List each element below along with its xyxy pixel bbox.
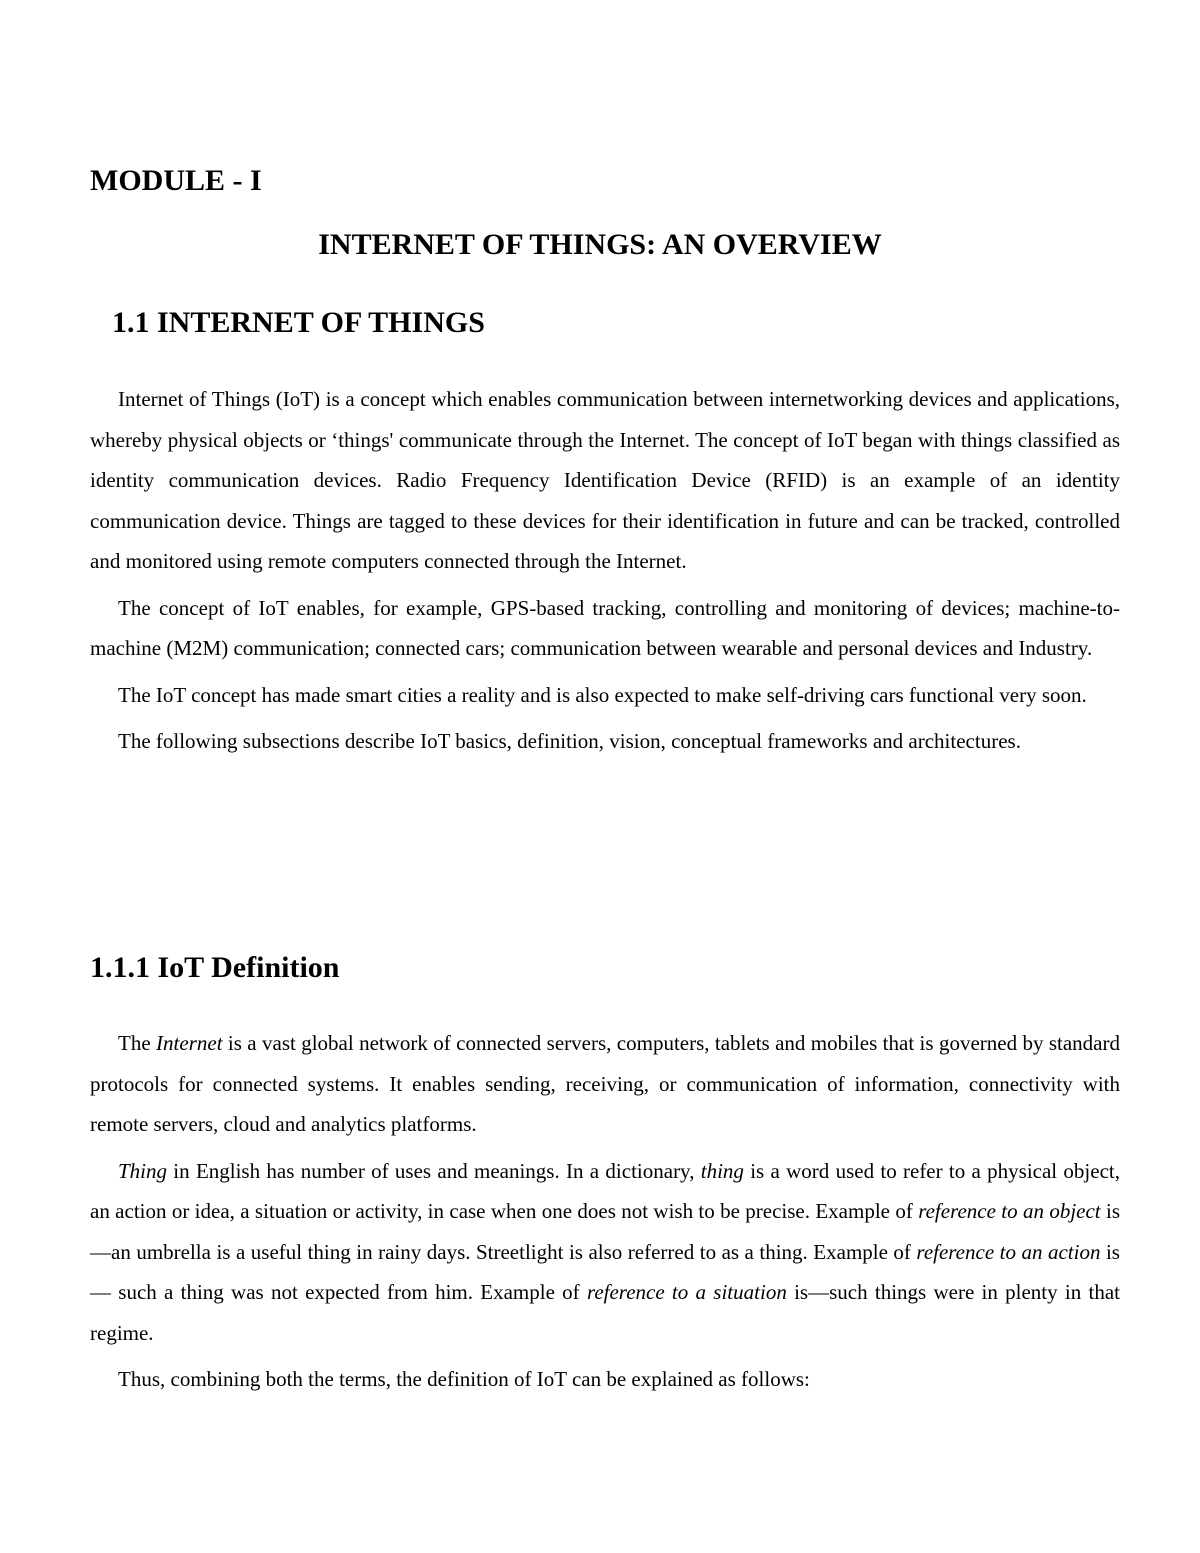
italic-term: reference to a situation: [586, 1280, 787, 1304]
italic-term: Internet: [156, 1031, 223, 1055]
paragraph: [90, 1151, 1120, 1354]
chapter-title: INTERNET OF THINGS: AN OVERVIEW: [318, 228, 882, 261]
section-heading: 1.1 INTERNET OF THINGS: [112, 306, 485, 339]
module-heading: MODULE - I: [90, 164, 262, 197]
section-body: [90, 379, 1120, 762]
paragraph: [90, 1023, 1120, 1145]
text-run: is a word used to refer to a physical object, an action or idea, a situation or activity, in case when one does not wish to be precise. Example of: [90, 1158, 1120, 1223]
text-run: in English has number of uses and meanings. In a dictionary,: [167, 1158, 701, 1183]
definition-body: [90, 1023, 1120, 1400]
paragraph: The IoT concept has made smart cities a reality and is also expected to make self-driving cars functional very soon.: [118, 682, 1087, 707]
paragraph: The following subsections describe IoT basics, definition, vision, conceptual frameworks and architectures.: [118, 729, 1021, 753]
text-run: is— such a thing was not expected from him. Example of: [90, 1239, 1120, 1304]
text-run: The: [118, 1031, 157, 1055]
text-run: is—an umbrella is a useful thing in rainy days. Streetlight is also referred to as a thing. Example of: [90, 1199, 1121, 1264]
italic-term: thing: [700, 1158, 744, 1183]
paragraph: Internet of Things (IoT) is a concept which enables communication between internetworking devices and applications, whereby physical objects or ‘things' communicate through the Internet. The concept of IoT began with things classified as identity communication devices. Radio Frequency Identification Device (RFID) is an example of an identity communication device. Things are tagged to these devices for their identification in future and can be tracked, controlled and monitored using remote computers connected through the Internet.: [90, 387, 1120, 573]
italic-term: Thing: [118, 1158, 168, 1183]
text-run: is—such things were in plenty in that regime.: [90, 1280, 1121, 1345]
paragraph: The concept of IoT enables, for example, GPS-based tracking, controlling and monitoring of devices; machine-to-machine (M2M) communication; connected cars; communication between wearable and personal devices and Industry.: [90, 595, 1120, 660]
italic-term: reference to an object: [918, 1199, 1101, 1223]
italic-term: reference to an action: [916, 1239, 1101, 1264]
subsection-heading: 1.1.1 IoT Definition: [90, 951, 340, 984]
text-run: is a vast global network of connected servers, computers, tablets and mobiles that is governed by standard protocols for connected systems. It enables sending, receiving, or communication of information, connectivity with remote servers, cloud and analytics platforms.: [90, 1031, 1120, 1136]
paragraph: Thus, combining both the terms, the definition of IoT can be explained as follows:: [118, 1367, 810, 1391]
